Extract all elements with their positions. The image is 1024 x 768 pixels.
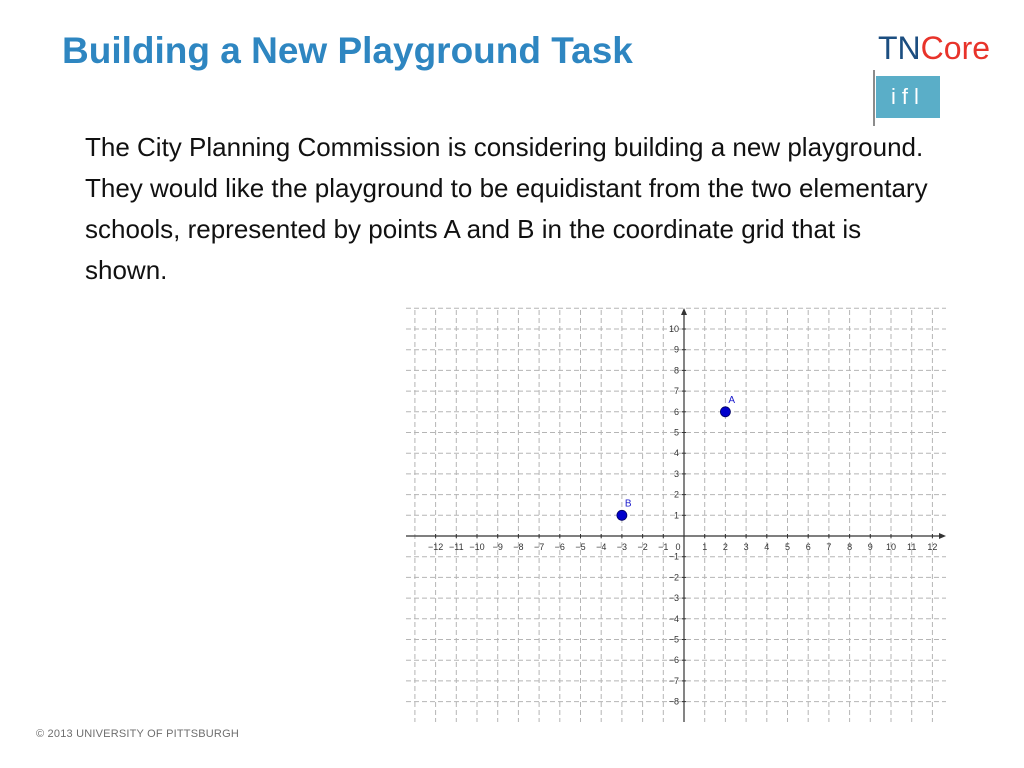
y-tick-label: 2 xyxy=(673,489,679,500)
tncore-ifl-logo xyxy=(870,30,991,126)
point-label-b: B xyxy=(624,498,632,510)
x-tick-label: 10 xyxy=(885,542,897,552)
x-tick-label: 6 xyxy=(805,542,811,552)
x-tick-label: −4 xyxy=(596,542,607,552)
copyright-footer: © 2013 UNIVERSITY OF PITTSBURGH xyxy=(36,728,239,740)
x-tick-label: −11 xyxy=(448,542,464,552)
y-tick-label: 10 xyxy=(668,324,679,334)
x-tick-label: −5 xyxy=(575,542,586,552)
x-tick-label: −9 xyxy=(492,542,503,552)
y-tick-label: −4 xyxy=(668,613,679,624)
x-tick-label: 8 xyxy=(847,542,853,552)
tncore-wordmark xyxy=(878,30,990,66)
x-tick-label: −3 xyxy=(616,542,628,552)
y-tick-label: 6 xyxy=(673,406,679,417)
x-tick-label: 0 xyxy=(675,542,681,552)
task-description: The City Planning Commission is considering building a new playground. They would like the playground to be equidistant from the two elementary schools, represented by points A and B in the coordinate grid that is shown. xyxy=(85,132,928,285)
x-tick-label: −6 xyxy=(554,542,565,552)
point-label-a: A xyxy=(728,394,736,406)
y-tick-label: 3 xyxy=(673,468,679,479)
y-tick-label: −1 xyxy=(668,551,679,562)
x-tick-label: −2 xyxy=(637,542,648,552)
ifl-logo-box: ifl xyxy=(876,76,940,118)
point-a xyxy=(720,407,730,417)
y-tick-label: 5 xyxy=(673,427,679,438)
y-tick-label: −3 xyxy=(668,593,679,604)
x-tick-label: 4 xyxy=(764,542,770,552)
x-tick-label: 12 xyxy=(927,542,938,552)
x-tick-label: −1 xyxy=(658,542,669,552)
slide-title: Building a New Playground Task xyxy=(62,30,633,71)
x-tick-label: −12 xyxy=(427,542,444,552)
x-tick-label: 5 xyxy=(784,542,791,552)
point-b xyxy=(617,510,627,520)
y-tick-label: −7 xyxy=(668,675,679,686)
x-tick-label: −10 xyxy=(469,542,485,552)
x-tick-label: −8 xyxy=(513,542,524,552)
x-tick-label: 7 xyxy=(826,542,832,552)
logo-divider xyxy=(873,70,875,126)
x-tick-label: −7 xyxy=(533,542,545,552)
logo-tn-text: TN xyxy=(878,30,921,66)
x-tick-label: 1 xyxy=(702,542,708,552)
y-tick-label: −6 xyxy=(668,655,679,666)
x-tick-label: 3 xyxy=(743,542,749,552)
logo-core-text: Core xyxy=(920,30,991,66)
y-tick-label: −8 xyxy=(668,696,679,707)
y-tick-label: 1 xyxy=(673,510,679,521)
y-axis-arrow-icon xyxy=(681,308,687,315)
y-tick-label: 7 xyxy=(673,386,679,397)
y-tick-label: 4 xyxy=(673,448,679,459)
x-tick-label: 9 xyxy=(867,542,873,552)
x-tick-label: 2 xyxy=(722,542,728,552)
coordinate-grid xyxy=(404,306,948,724)
y-tick-label: −2 xyxy=(668,572,679,583)
y-tick-label: −5 xyxy=(668,634,679,645)
y-tick-label: 9 xyxy=(673,344,679,355)
x-axis-arrow-icon xyxy=(939,533,946,539)
y-tick-label: 8 xyxy=(673,365,679,376)
x-tick-label: 11 xyxy=(907,542,917,552)
